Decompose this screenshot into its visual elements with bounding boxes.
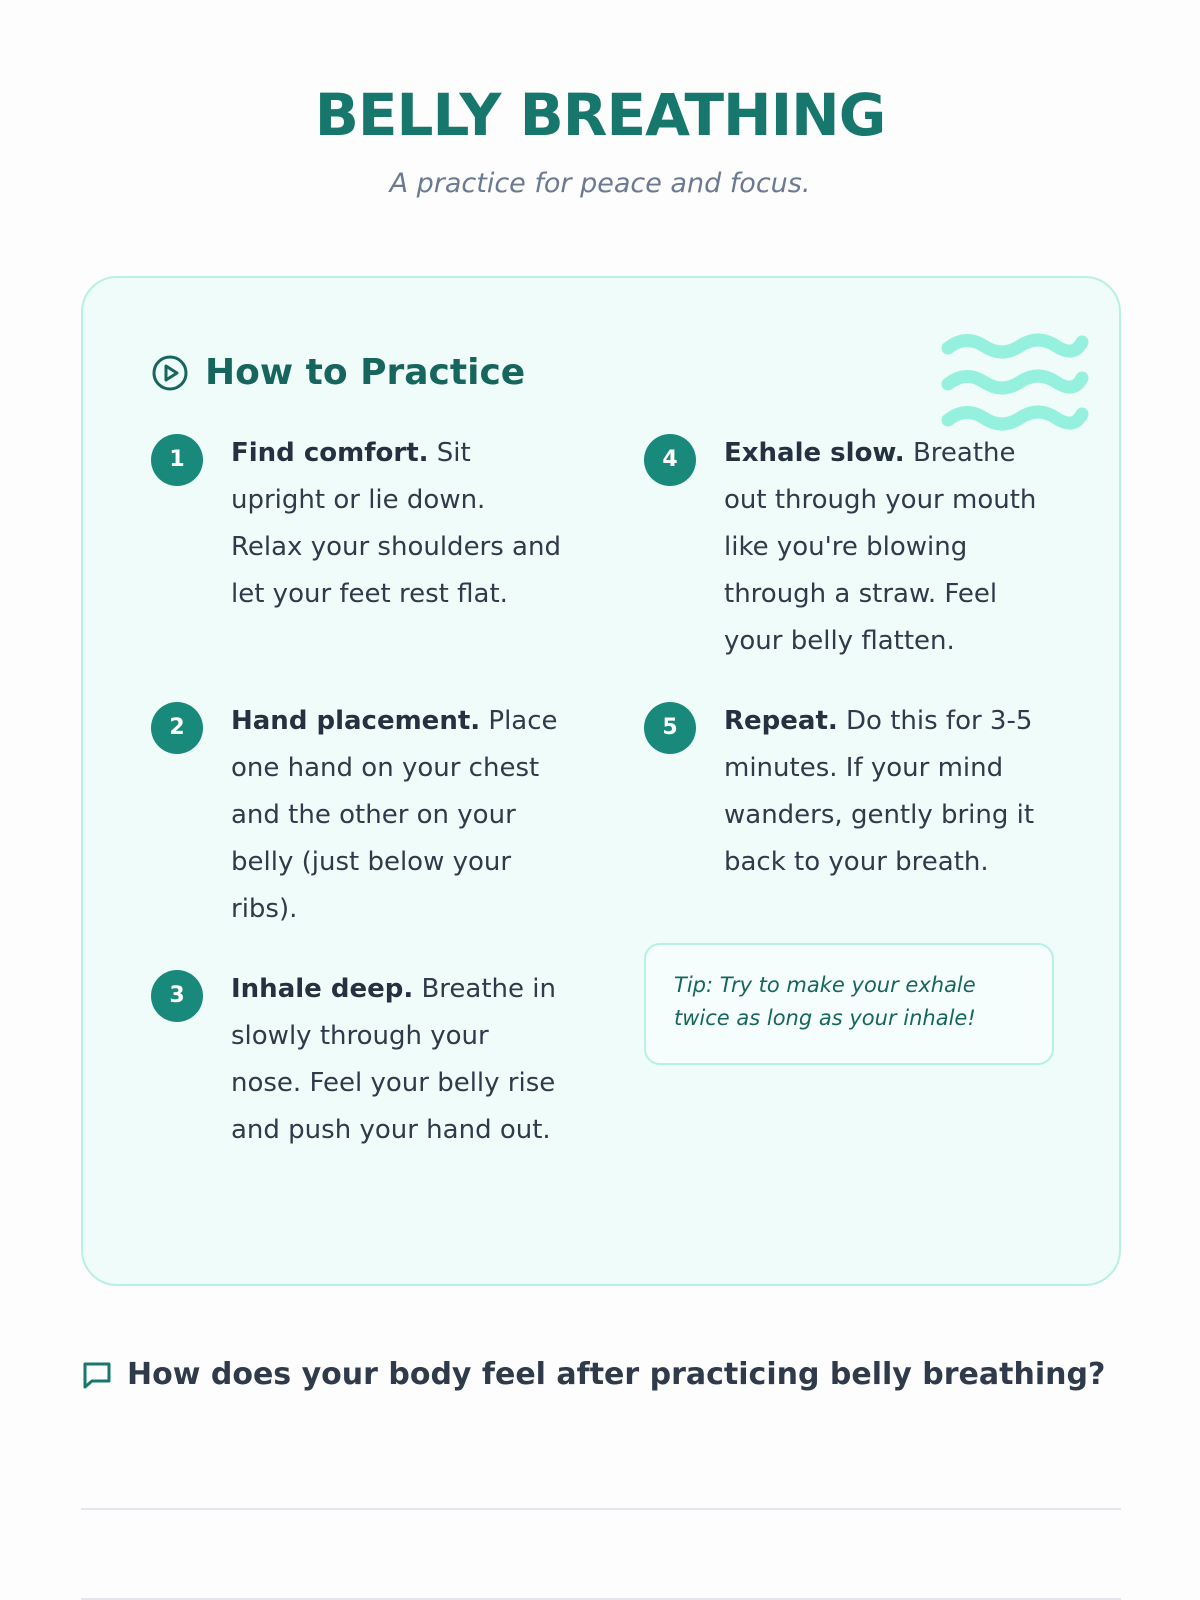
answer-line[interactable] — [81, 1508, 1121, 1510]
step-title: Repeat. — [724, 706, 838, 736]
step-number: 3 — [151, 970, 203, 1022]
step-body: Do this for 3-5 minutes. If your mind wanders, gently bring it back to your breath. — [724, 706, 1035, 877]
card-heading — [151, 348, 525, 398]
step-title: Hand placement. — [231, 706, 481, 736]
step-body: Breathe in slowly through your nose. Feel your belly rise and push your hand out. — [231, 974, 556, 1145]
tip-text: Tip: Try to make your exhale twice as long as your inhale! — [674, 973, 976, 1030]
step-number: 4 — [644, 434, 696, 486]
step-text — [724, 698, 1054, 886]
step-text — [724, 430, 1054, 665]
card-heading-text: How to Practice — [205, 352, 526, 393]
waves-icon — [940, 328, 1090, 438]
step-title: Inhale deep. — [231, 974, 414, 1004]
step-text — [231, 430, 561, 618]
step-title: Find comfort. — [231, 438, 429, 468]
step-number: 2 — [151, 702, 203, 754]
chat-bubble-icon — [81, 1359, 113, 1391]
reflection-question — [81, 1352, 1105, 1398]
step-body: Place one hand on your chest and the other on your belly (just below your ribs). — [231, 706, 558, 924]
step-text — [231, 966, 561, 1154]
step-number: 1 — [151, 434, 203, 486]
step-body: Sit upright or lie down. Relax your shoulders and let your feet rest flat. — [231, 438, 561, 609]
step-text — [231, 698, 561, 933]
tip-box — [644, 943, 1054, 1065]
page-subtitle: A practice for peace and focus. — [389, 168, 811, 199]
practice-card — [81, 276, 1121, 1286]
play-circle-icon — [151, 354, 189, 392]
question-text: How does your body feel after practicing belly breathing? — [127, 1357, 1106, 1392]
page-title: BELLY BREATHING — [314, 81, 886, 149]
step-body: Breathe out through your mouth like you're blowing through a straw. Feel your belly flatten. — [724, 438, 1037, 656]
step-title: Exhale slow. — [724, 438, 905, 468]
step-number: 5 — [644, 702, 696, 754]
